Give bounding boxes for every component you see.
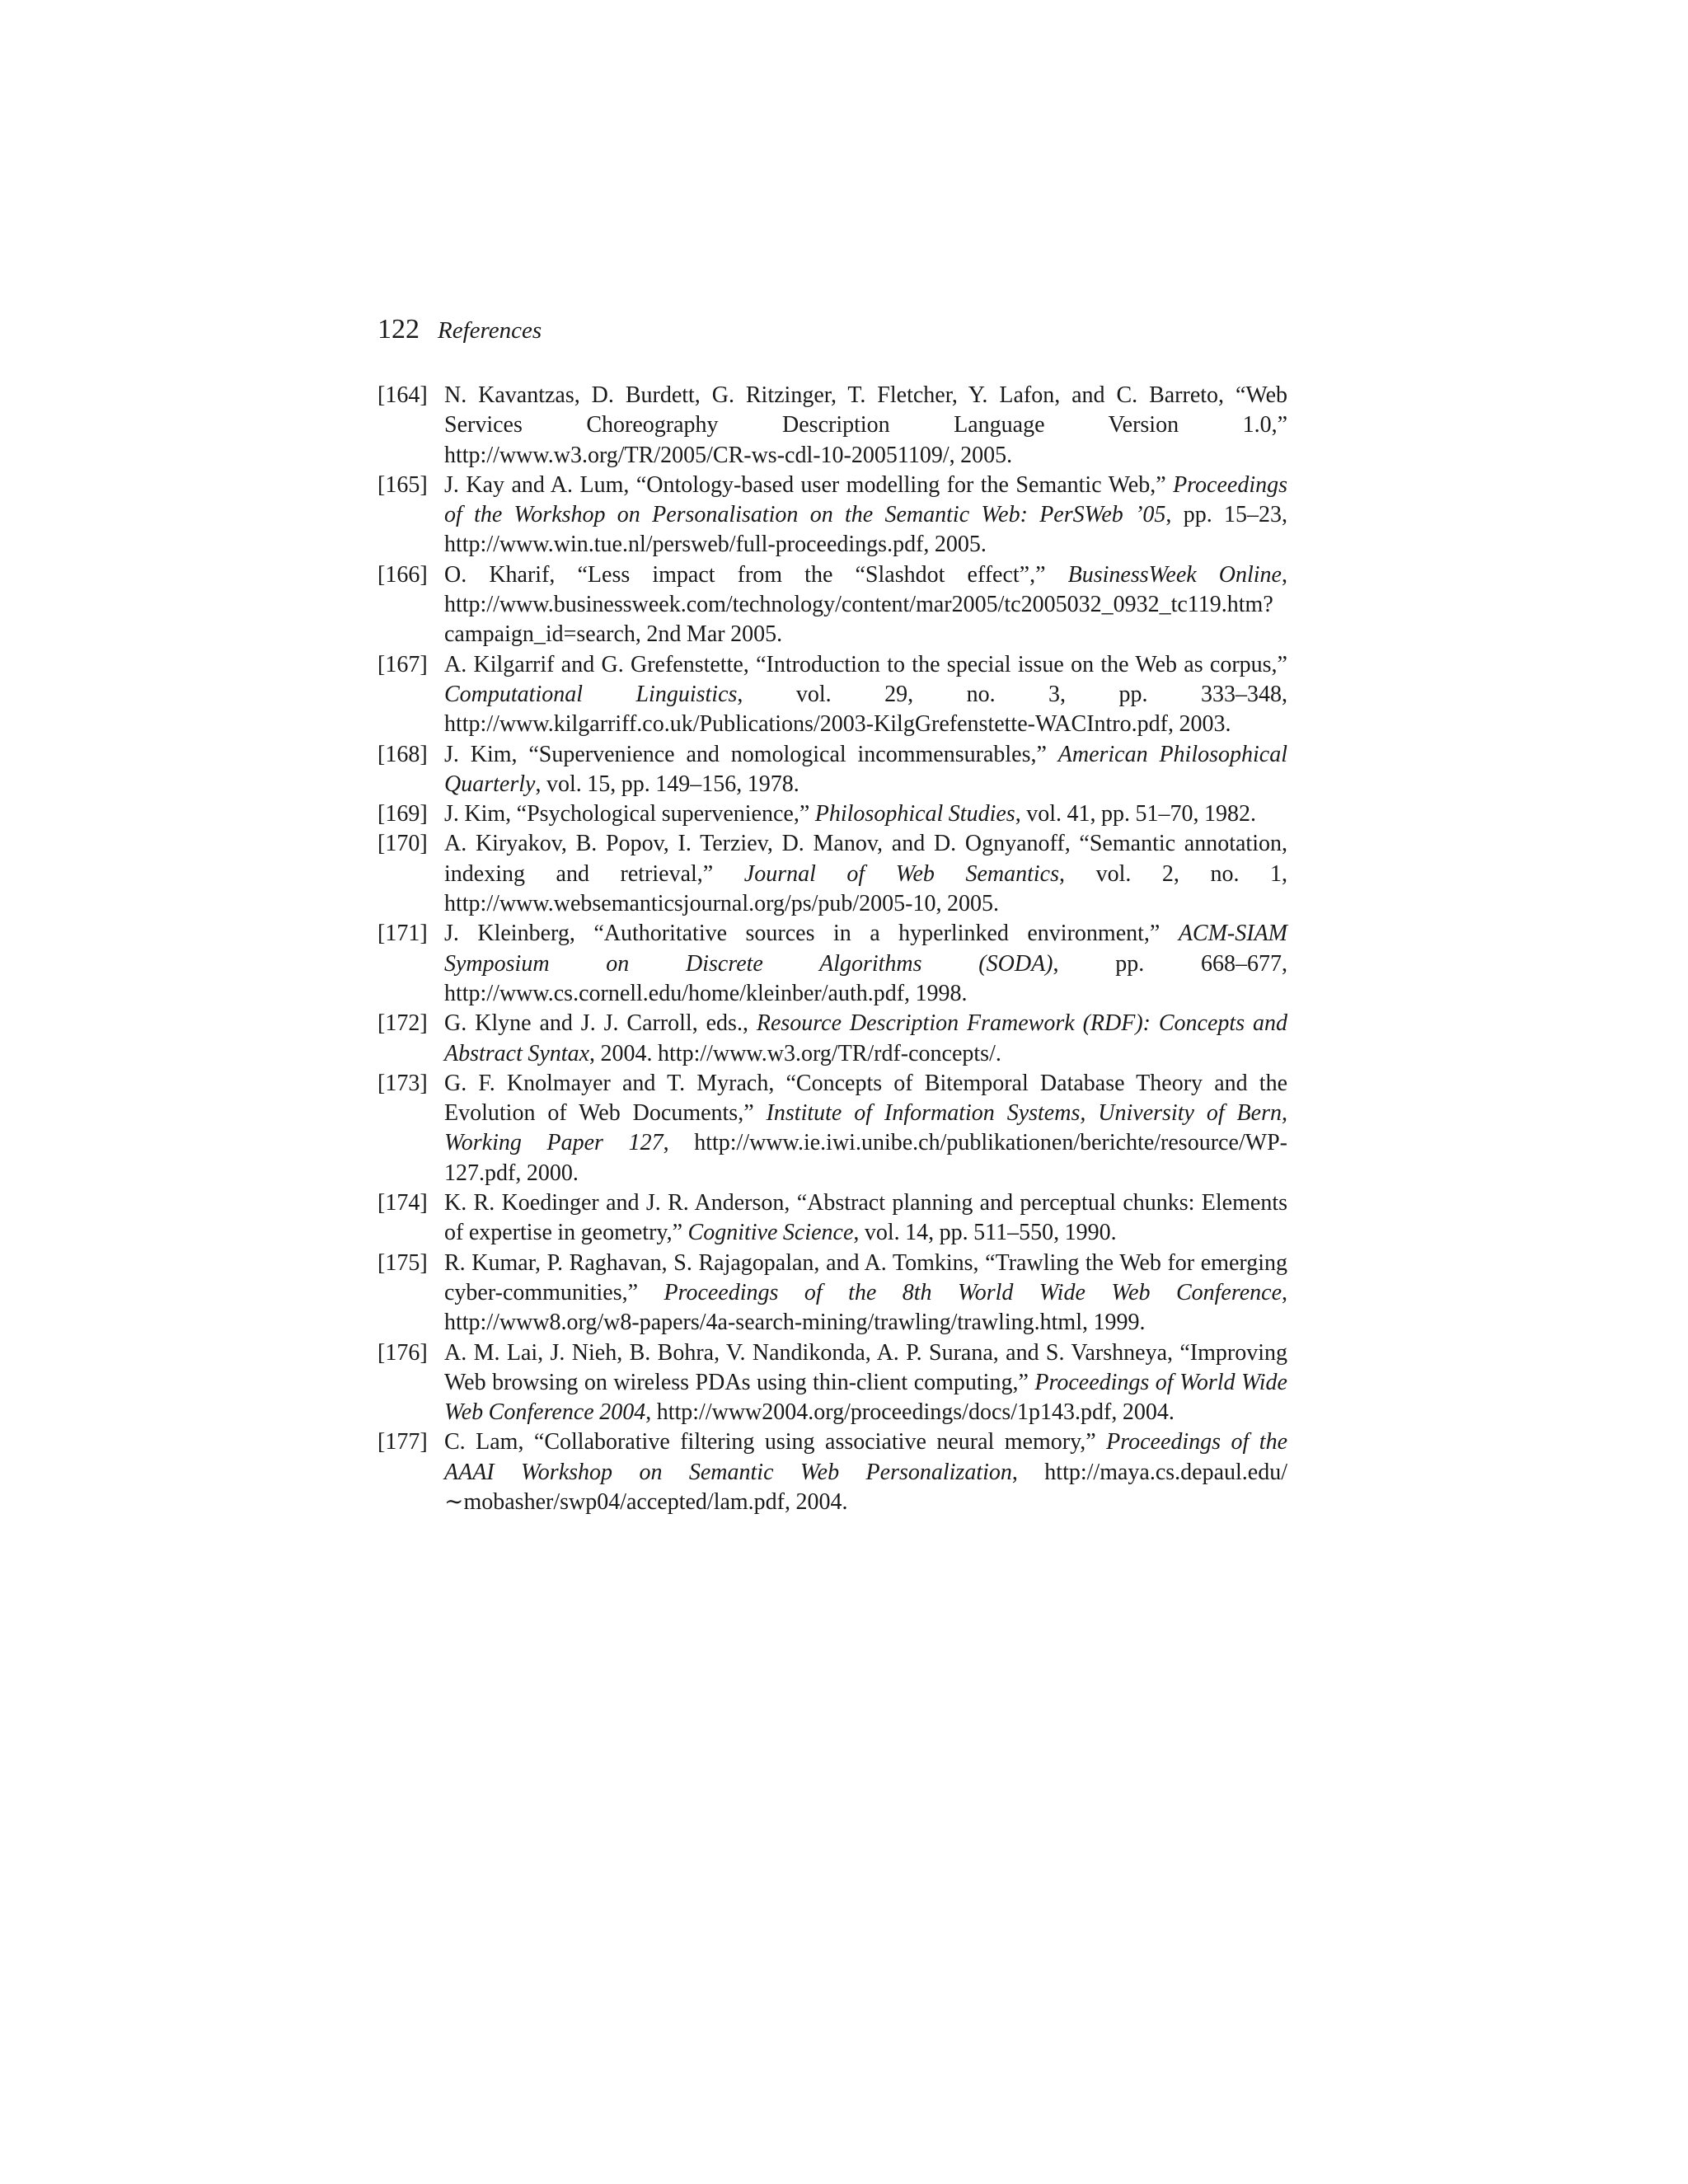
reference-italic-segment: ACM-SIAM Symposium on Discrete Algorithms (SODA) [444, 921, 1287, 977]
reference-segment: J. Kleinberg, “Authoritative sources in a hyperlinked environment,” [444, 921, 1179, 947]
reference-label: [165] [377, 471, 428, 498]
reference-segment: , 2004. http://www.w3.org/TR/rdf-concepts/. [589, 1040, 1001, 1066]
reference-segment: R. Kumar, P. Raghavan, S. Rajagopalan, and A. Tomkins, “Trawling the Web for emerging cyber-communities,” [444, 1249, 1287, 1305]
reference-entry [377, 1069, 1287, 1188]
reference-label: [171] [377, 921, 428, 947]
reference-entry [377, 1338, 1287, 1428]
section-title: References [438, 317, 542, 344]
reference-segment: G. F. Knolmayer and T. Myrach, “Concepts of Bitemporal Database Theory and the Evolution of Web Documents,” [444, 1070, 1287, 1127]
reference-label: [175] [377, 1249, 428, 1276]
reference-text [444, 1010, 1287, 1066]
reference-label: [174] [377, 1190, 428, 1216]
reference-text [444, 652, 1287, 738]
reference-entry [377, 829, 1287, 919]
reference-segment: J. Kim, “Psychological supervenience,” [444, 801, 815, 827]
reference-label: [170] [377, 831, 428, 857]
reference-italic-segment: Resource Description Framework (RDF): Concepts and Abstract Syntax [444, 1010, 1287, 1066]
reference-label: [176] [377, 1339, 428, 1366]
reference-entry [377, 919, 1287, 1009]
reference-text [444, 742, 1287, 797]
reference-label: [164] [377, 382, 428, 408]
reference-entry [377, 560, 1287, 650]
reference-italic-segment: Proceedings of the Workshop on Personalisation on the Semantic Web: PerSWeb ’05 [444, 471, 1287, 528]
reference-segment: A. M. Lai, J. Nieh, B. Bohra, V. Nandikonda, A. P. Surana, and S. Varshneya, “Improving Web browsing on wireless PDAs using thin-client computing,” [444, 1339, 1287, 1395]
reference-segment: K. R. Koedinger and J. R. Anderson, “Abstract planning and perceptual chunks: Elements of expertise in geometry,” [444, 1190, 1287, 1246]
reference-text [444, 562, 1287, 648]
reference-italic-segment: Proceedings of World Wide Web Conference 2004 [444, 1369, 1287, 1426]
reference-segment: N. Kavantzas, D. Burdett, G. Ritzinger, T. Fletcher, Y. Lafon, and C. Barreto, “Web Services Choreography Description Language Version 1.0,” http://www.w3.org/TR/2005/CR-ws-cdl-10-20051109/, 2005. [444, 382, 1287, 468]
reference-text [444, 472, 1287, 558]
reference-entry [377, 1427, 1287, 1517]
reference-text [444, 1071, 1287, 1186]
reference-label: [169] [377, 801, 428, 827]
reference-italic-segment: Institute of Information Systems, University of Bern, Working Paper 127 [444, 1100, 1287, 1156]
reference-label: [167] [377, 651, 428, 677]
reference-segment: , pp. 668–677, http://www.cs.cornell.edu/home/kleinber/auth.pdf, 1998. [444, 950, 1287, 1006]
reference-entry [377, 650, 1287, 740]
reference-list [377, 381, 1287, 1517]
running-head [377, 312, 1284, 348]
reference-italic-segment: Cognitive Science [687, 1220, 854, 1246]
reference-segment: , http://www8.org/w8-papers/4a-search-mining/trawling/trawling.html, 1999. [444, 1279, 1287, 1336]
reference-segment: A. Kiryakov, B. Popov, I. Terziev, D. Manov, and D. Ognyanoff, “Semantic annotation, indexing and retrieval,” [444, 831, 1287, 887]
reference-italic-segment: Journal of Web Semantics [743, 860, 1060, 887]
reference-segment: G. Klyne and J. J. Carroll, eds., [444, 1010, 757, 1037]
reference-label: [168] [377, 741, 428, 767]
reference-text [444, 1429, 1287, 1515]
reference-segment: , http://maya.cs.depaul.edu/∼mobasher/swp04/accepted/lam.pdf, 2004. [444, 1459, 1287, 1515]
reference-label: [166] [377, 561, 428, 588]
reference-italic-segment: Proceedings of the AAAI Workshop on Semantic Web Personalization [444, 1429, 1287, 1485]
reference-label: [173] [377, 1070, 428, 1096]
reference-segment: , pp. 15–23, http://www.win.tue.nl/persweb/full-proceedings.pdf, 2005. [444, 502, 1287, 558]
page-number: 122 [377, 314, 420, 344]
reference-entry [377, 381, 1287, 471]
reference-entry [377, 1009, 1287, 1069]
reference-segment: J. Kim, “Supervenience and nomological incommensurables,” [444, 741, 1058, 767]
reference-segment: , http://www.businessweek.com/technology/content/mar2005/tc2005032_0932_tc119.htm?campaign_id=search, 2nd Mar 2005. [444, 561, 1287, 648]
reference-italic-segment: Proceedings of the 8th World Wide Web Conference [663, 1279, 1282, 1305]
reference-segment: C. Lam, “Collaborative filtering using associative neural memory,” [444, 1429, 1107, 1455]
reference-entry [377, 740, 1287, 800]
reference-text [444, 1250, 1287, 1336]
reference-segment: , vol. 15, pp. 149–156, 1978. [535, 771, 799, 797]
reference-segment: , vol. 41, pp. 51–70, 1982. [1015, 801, 1256, 827]
reference-entry [377, 799, 1287, 829]
reference-segment: , vol. 2, no. 1, http://www.websemanticsjournal.org/ps/pub/2005-10, 2005. [444, 860, 1287, 917]
reference-text [444, 801, 1256, 827]
reference-italic-segment: American Philosophical Quarterly [444, 741, 1287, 797]
reference-italic-segment: Computational Linguistics [444, 681, 738, 707]
reference-entry [377, 1188, 1287, 1249]
reference-segment: , http://www2004.org/proceedings/docs/1p143.pdf, 2004. [645, 1399, 1175, 1426]
reference-text [444, 382, 1287, 468]
reference-segment: A. Kilgarrif and G. Grefenstette, “Introduction to the special issue on the Web as corpus,” [444, 651, 1287, 677]
reference-segment: J. Kay and A. Lum, “Ontology-based user modelling for the Semantic Web,” [444, 471, 1174, 498]
reference-text [444, 1190, 1287, 1245]
reference-italic-segment: BusinessWeek Online [1067, 561, 1282, 588]
reference-text [444, 921, 1287, 1006]
reference-text [444, 1340, 1287, 1426]
reference-segment: , vol. 29, no. 3, pp. 333–348, http://www.kilgarriff.co.uk/Publications/2003-KilgGrefenstette-WACIntro.pdf, 2003. [444, 681, 1287, 738]
reference-segment: , http://www.ie.iwi.unibe.ch/publikationen/berichte/resource/WP-127.pdf, 2000. [444, 1130, 1287, 1186]
reference-segment: , vol. 14, pp. 511–550, 1990. [853, 1220, 1117, 1246]
reference-label: [172] [377, 1010, 428, 1037]
reference-entry [377, 471, 1287, 560]
reference-italic-segment: Philosophical Studies [814, 801, 1015, 827]
reference-label: [177] [377, 1429, 428, 1455]
reference-entry [377, 1249, 1287, 1338]
reference-text [444, 831, 1287, 916]
reference-segment: O. Kharif, “Less impact from the “Slashdot effect”,” [444, 561, 1068, 588]
